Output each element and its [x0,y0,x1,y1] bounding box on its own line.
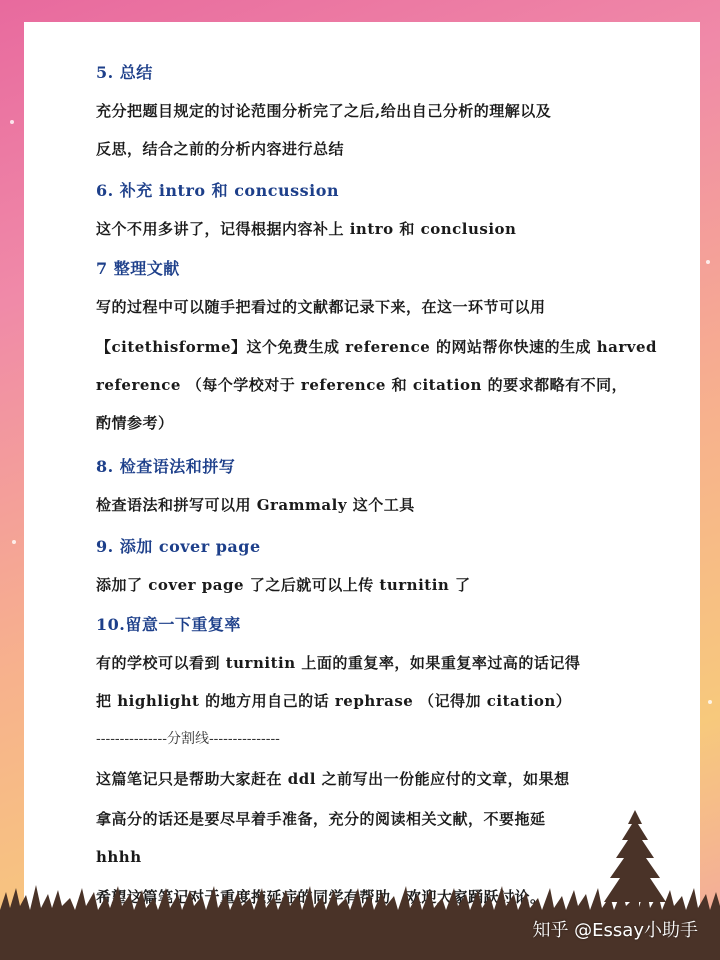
section-10-title: 10.留意一下重复率 [96,615,241,634]
closing-text: hhhh [96,848,142,866]
section-7-title: 7 整理文献 [96,259,180,278]
closing-text: 希望这篇笔记对于重度拖延症的同学有帮助，欢迎大家踊跃讨论。 [96,888,546,906]
watermark: 知乎 @Essay小助手 [532,920,698,941]
closing-text: 拿高分的话还是要尽早着手准备，充分的阅读相关文献，不要拖延 [96,810,546,828]
closing-text: 这篇笔记只是帮助大家赶在 ddl 之前写出一份能应付的文章，如果想 [96,770,570,788]
section-9-title: 9. 添加 cover page [96,537,261,556]
pine-tree-silhouette [600,810,670,920]
note-paper [24,22,700,922]
section-5-text: 反思，结合之前的分析内容进行总结 [96,140,345,158]
section-8-title: 8. 检查语法和拼写 [96,457,236,476]
section-7-text: 写的过程中可以随手把看过的文献都记录下来，在这一环节可以用 [96,298,546,316]
section-6-title: 6. 补充 intro 和 concussion [96,181,340,200]
section-5-title: 5. 总结 [96,63,153,82]
section-10-text: 把 highlight 的地方用自己的话 rephrase （记得加 citation） [96,692,572,710]
section-6-text: 这个不用多讲了，记得根据内容补上 intro 和 conclusion [96,220,517,238]
section-7-text: reference （每个学校对于 reference 和 citation 的要求都略有不同， [96,376,628,394]
section-5-text: 充分把题目规定的讨论范围分析完了之后,给出自己分析的理解以及 [96,102,552,120]
section-9-text: 添加了 cover page 了之后就可以上传 turnitin 了 [96,576,471,594]
section-7-text: 酌情参考） [96,414,174,432]
section-7-text: 【citethisforme】这个免费生成 reference 的网站帮你快速的生成 harved [96,338,657,356]
divider: ---------------分割线--------------- [96,731,280,747]
section-8-text: 检查语法和拼写可以用 Grammaly 这个工具 [96,496,415,514]
section-10-text: 有的学校可以看到 turnitin 上面的重复率，如果重复率过高的话记得 [96,654,581,672]
